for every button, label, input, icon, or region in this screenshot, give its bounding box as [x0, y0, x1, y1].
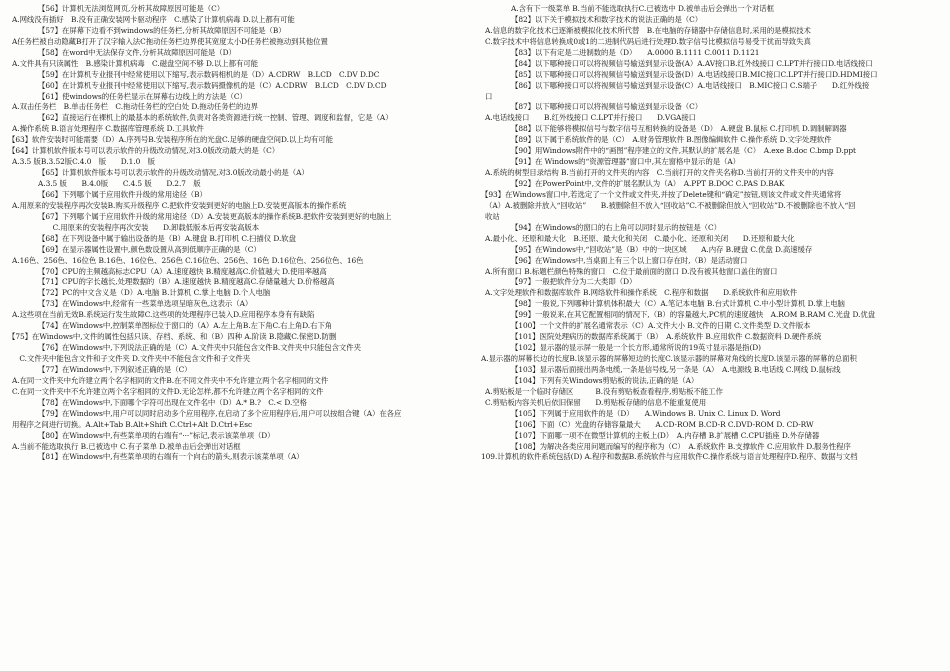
- question-line: 【58】在word中无法保存文件,分析其故障原因可能是（D）: [38, 47, 236, 57]
- question-line: 【69】在显示器属性设置中,颜色数设置从高到低顺序正确的是（C）: [38, 244, 261, 254]
- option-line: A.电话线接口 B.红外线接口 C.LPT并行接口 D.VGA接口: [485, 113, 697, 123]
- question-line: 【78】在Windows中,下面哪个字符可出现在文件名中（D）A.* B.? C.< D.空格: [38, 397, 307, 407]
- question-line: 【96】在Windows中,当桌面上有三个以上窗口存在时,（B）是活动窗口: [511, 255, 748, 265]
- question-line: 【74】在Windows中,控制菜单图标位于窗口的（A）A.左上角B.左下角C.右上角D.右下角: [38, 321, 333, 331]
- question-line: 【100】一个文件的扩展名通常表示（C）A.文件大小 B.文件的日期 C.文件类型 D.文件版本: [511, 321, 811, 331]
- question-line: 【93】在Windows窗口中,若选定了一个文件或文件夹,并按了Delete键和“确定”按钮,则该文件或文件夹通常将: [481, 189, 842, 199]
- option-line: 用程序之间进行切换。A.Alt+Tab B.Alt+Shift C.Ctrl+Alt D.Ctrl+Esc: [12, 419, 253, 429]
- question-line: 【62】直接运行在裸机上的最基本的系统软件,负责对各类资源进行统一控制、管理、调度和监督，它是（A）: [38, 113, 393, 123]
- option-line: A.操作系统 B.语言处理程序 C.数据库管理系统 D.工具软件: [12, 124, 204, 134]
- question-line: 【66】下列哪个属于应用软件升级的常用途径（B）: [38, 189, 207, 199]
- question-line: 【105】下列属于应用软件的是（D） A.Windows B. Unix C. Linux D. Word: [511, 408, 781, 418]
- question-line: 【61】使windows的任务栏显示在屏幕右边线上的方法是（C）: [38, 91, 247, 101]
- question-line: 【104】下列有关Windows剪贴板的说法,正确的是（A）: [511, 375, 699, 385]
- option-line: C.数字技术中将信息转换成0或1的二进制代码后进行处理D.数字信号比模拟信号易受干扰而导致失真: [485, 36, 811, 46]
- right-column: [475, 4, 942, 671]
- option-line: 收站: [485, 211, 500, 221]
- option-line: A.信息的数字化技术已逐渐被模拟化技术所代替 B.在电脑的存储器中存储信息时,采用的是模拟技术: [485, 25, 811, 35]
- question-line: 【83】以下有定是二进制数的是（D） A.0000 B.1111 C.0011 D.1121: [511, 47, 760, 57]
- question-line: 【63】软件安装时可能需要（D）A.序列号B.安装程序所在的光盘C.足够的硬盘空间D.以上均有可能: [8, 135, 333, 145]
- question-line: 【102】显示器的显示屏一般是一个长方形,通常所说的19英寸显示器是指(D): [511, 343, 761, 353]
- option-line: A.3.5 版 B.4.0版 C.4.5 版 D.2.7 版: [38, 179, 201, 188]
- question-line: 【59】在计算机专业报刊中经常使用以下缩写,表示数码相机的是（D）A.CDRW B.LCD C.DV D.DC: [38, 69, 380, 79]
- question-line: 【57】在屏幕下边看不到windows的任务栏,分析其故障原因不可能是（B）: [38, 25, 286, 35]
- question-line: 【80】在Windows中,有些菜单项的右端有“···”标记,表示该菜单项（D）: [38, 430, 275, 440]
- question-line: 【77】在Windows中,下列叙述正确的是（C）: [38, 364, 192, 374]
- option-line: A.剪贴板是一个临时存储区 B.没有剪贴板查看程序,剪贴板不能工作: [485, 386, 723, 396]
- option-line: A.所有窗口 B.标题栏颜色特殊的窗口 C.位于最前面的窗口 D.没有被其他窗口盖住的窗口: [485, 266, 778, 276]
- question-line: 【70】CPU的主频越高标志CPU（A）A.速度越快 B.精度越高C.价值越大 D.使用率越高: [38, 266, 327, 276]
- question-line: 【87】以下哪种接口可以将视频信号输送到显示设备（C）: [511, 102, 703, 112]
- question-line: 【65】计算机软件版本号可以表示软件的升级改动情况,对3.0版改动最小的是（A）: [38, 168, 309, 178]
- question-line: 【82】以下关于模拟技术和数字技术的说法正确的是（C）: [511, 14, 703, 24]
- question-line: 【68】在下列设备中属于输出设备的是（B）A.键盘 B.打印机 C.扫描仪 D.软盘: [38, 233, 296, 243]
- question-line: 【79】在Windows中,用户可以同时启动多个应用程序,在启动了多个应用程序后,用户可以按组合键（A）在各应: [38, 408, 402, 418]
- question-line: 【86】以下哪种接口可以将视频信号输送到显示设备(C）A.电话线接口 B.MIC接口 C.S端子 D.红外线接: [511, 80, 870, 90]
- option-line: A.系统的树型目录结构 B.当前打开的文件夹的内容 C.当前打开的文件夹名称D.当前打开的文件夹中的内容: [485, 168, 834, 178]
- option-line: A.在同一文件夹中允许建立两个名字相同的文件B.在不同文件夹中不允许建立两个名字相同的文件: [12, 375, 329, 385]
- question-line: 【71】CPU的字长越长,处理数据的（B）A.速度越快 B.精度越高C.存储量越大 D.价格越高: [38, 277, 335, 287]
- question-line: 109.计算机的软件系统包括(D) A.程序和数据B.系统软件与应用软件C.操作系统与语言处理程序D.程序、数据与文档: [481, 452, 858, 462]
- question-line: 【106】下面（C）光盘的存储容量最大 A.CD-ROM B.CD-R C.DVD-ROM D. CD-RW: [511, 419, 814, 429]
- question-line: 【103】显示器后面接出两条电缆,一条是信号线,另一条是（A） A.电源线 B.电话线 C.网线 D.鼠标线: [511, 364, 841, 374]
- question-line: 【85】以下哪种接口可以将视频信号输送到显示设备(D）A.电话线接口B.MIC接口C.LPT并行接口D.HDMI接口: [511, 69, 878, 79]
- option-line: A.网线没有插好 B.没有正确安装网卡驱动程序 C.感染了计算机病毒 D.以上都有可能: [12, 14, 295, 24]
- option-line: A.文字处理软件和数据库软件 B.网络软件和操作系统 C.程序和数据 D.系统软件和应用软件: [485, 288, 798, 298]
- question-line: 【81】在Windows中,有些菜单项的右端有一个向右的箭头,则表示该菜单项（A）: [38, 452, 304, 462]
- question-line: 【92】在PowerPoint中,文件的扩展名默认为（A） A.PPT B.DOC C.PAS D.BAK: [511, 179, 785, 188]
- question-line: 【56】计算机无法浏览网页,分析其故障原因可能是（C）: [38, 4, 225, 13]
- left-column: [8, 4, 475, 671]
- option-line: C.剪贴板内容关机后依旧保留 D.剪贴板存储的信息不能重复使用: [485, 397, 707, 407]
- option-line: C.在同一文件夹中不允许建立两个名字相同的文件D.无论怎样,都不允许建立两个名字相同的文件: [12, 386, 324, 396]
- question-line: 【94】在Windows的窗口的右上角可以同时显示的按钮是（C）: [511, 222, 721, 232]
- question-line: 【97】一般把软件分为二大类即（D）: [511, 277, 637, 287]
- question-line: 【99】一般说来,在其它配置相同的情况下,（B）的容量越大,PC机的速度越快 A.ROM B.RAM C.光盘 D.优盘: [511, 310, 876, 320]
- option-line: 口: [485, 91, 493, 101]
- question-line: 【88】以下能够将模拟信号与数字信号互相转换的设备是（D） A.硬盘 B.鼠标 C.打印机 D.调制解调器: [511, 124, 847, 134]
- question-line: A.含有下一级菜单 B.当前不能选取执行C.已被选中 D.被单击后会弹出一个对话框: [511, 4, 774, 13]
- question-line: 【95】在Windows中,“回收站”是（B）中的一块区域 A.内存 B.硬盘 C.优盘 D.高速缓存: [511, 244, 813, 254]
- question-line: 【98】一般说,下列哪种计算机体积最大（C）A.笔记本电脑 B.台式计算机 C.中小型计算机 D.掌上电脑: [511, 299, 845, 309]
- option-line: A.16色、256色、16位色 B.16色、16位色、256色 C.16位色、256色、16色 D.16位色、256位色、16色: [12, 255, 364, 265]
- question-line: 【108】为解决各类应用问题而编写的程序称为（C） A.系统软件 B.支撑软件 C.应用软件 D.服务性程序: [511, 441, 851, 451]
- question-line: 【90】用Windows附件中的“画图”程序建立的文件,其默认的扩展名是（C） A.exe B.doc C.bmp D.ppt: [511, 146, 856, 156]
- question-line: 【101】医院处理病历的数据库系统属于（B） A.系统软件 B.应用软件 C.数据资料 D.硬件系统: [511, 332, 822, 342]
- option-line: C.用原来的安装程序再次安装 D.卸载低版本后再安装高版本: [38, 222, 260, 232]
- option-line: A.用原来的安装程序再次安装B.购买升级程序 C.把软件安装到更好的电脑上D.安装更高版本的操作系统: [12, 200, 347, 210]
- option-line: A.双击任务栏 B.单击任务栏 C.拖动任务栏的空白处 D.拖动任务栏的边界: [12, 102, 258, 112]
- question-line: 【89】以下属于系统软件的是（C） A.财务管理软件 B.图像编辑软件 C.操作系统 D.文字处理软件: [511, 135, 832, 145]
- option-line: A.文件具有只读属性 B.感染计算机病毒 C.磁盘空间不够 D.以上都有可能: [12, 58, 258, 68]
- question-line: 【73】在Windows中,经常有一些菜单选项呈暗灰色,这表示（A）: [38, 299, 253, 309]
- question-line: 【107】下面哪一项不在微型计算机的主板上(D） A.内存槽 B.扩展槽 C.CPU插座 D.外存储器: [511, 430, 820, 440]
- question-line: A.显示器的屏幕长边的长度B.该显示器的屏幕短边的长度C.该显示器的屏幕对角线的长度D.该显示器的屏幕的总面积: [481, 354, 857, 363]
- option-line: A.当前不能选取执行 B.已被选中 C.有子菜单 D.被单击后会弹出对话框: [12, 441, 241, 451]
- question-line: 【60】在计算机专业报刊中经常使用以下缩写,表示数码摄像机的是（C）A.CDRW B.LCD C.DV D.CD: [38, 80, 387, 90]
- question-line: 【72】PC的中文含义是（D）A.电脑 B.计算机 C.掌上电脑 D.个人电脑: [38, 288, 271, 298]
- option-line: C.文件夹中能包含文件和子文件夹 D.文件夹中不能包含文件和子文件夹: [12, 354, 251, 363]
- question-line: 【67】下列哪个属于应用软件升级的常用途径（D）A.安装更高版本的操作系统B.把软件安装到更好的电脑上: [38, 211, 392, 221]
- question-line: 【84】以下哪种接口可以将视频信号输送到显示设备(A）A.AV接口B.红外线接口 C.LPT并行接口D.电话线接口: [511, 58, 873, 68]
- option-line: A任务栏被自动隐藏B打开了汉字输入法C拖动任务栏边界使其宽度太小D任务栏被拖动到其他位置: [12, 36, 328, 46]
- option-line: A.3.5 版B.3.52版C.4.0 版 D.1.0 版: [12, 157, 155, 167]
- option-line: A.这些项在当前无效B.系统运行发生故障C.这些项的处理程序已装入D.应用程序本身有有缺陷: [12, 310, 315, 320]
- question-line: 【64】计算机软件版本号可以表示软件的升级改动情况,对3.0版改动最大的是（C）: [8, 146, 280, 156]
- option-line: （A）A.被删除并放入“回收站” B.被删除但不放入“回收站”C.不被删除但放入“回收站”D.不被删除也不放入“回: [485, 200, 856, 210]
- question-line: 【76】在Windows中,下列说法正确的是（C）A.文件夹中只能包含文件B.文件夹中只能包含文件夹: [38, 343, 361, 353]
- question-line: 【75】在Windows中,文件的属性包括只读、存档、系统、和（B）四种 A.阶读 B.隐藏C.保密D.防删: [8, 332, 337, 342]
- question-line: 【91】在 Windows的“资源管理器”窗口中,其左窗格中显示的是（A）: [511, 157, 741, 167]
- option-line: A.最小化、还原和最大化 B.还原、最大化和关闭 C.最小化、还原和关闭 D.还原和最大化: [485, 233, 795, 243]
